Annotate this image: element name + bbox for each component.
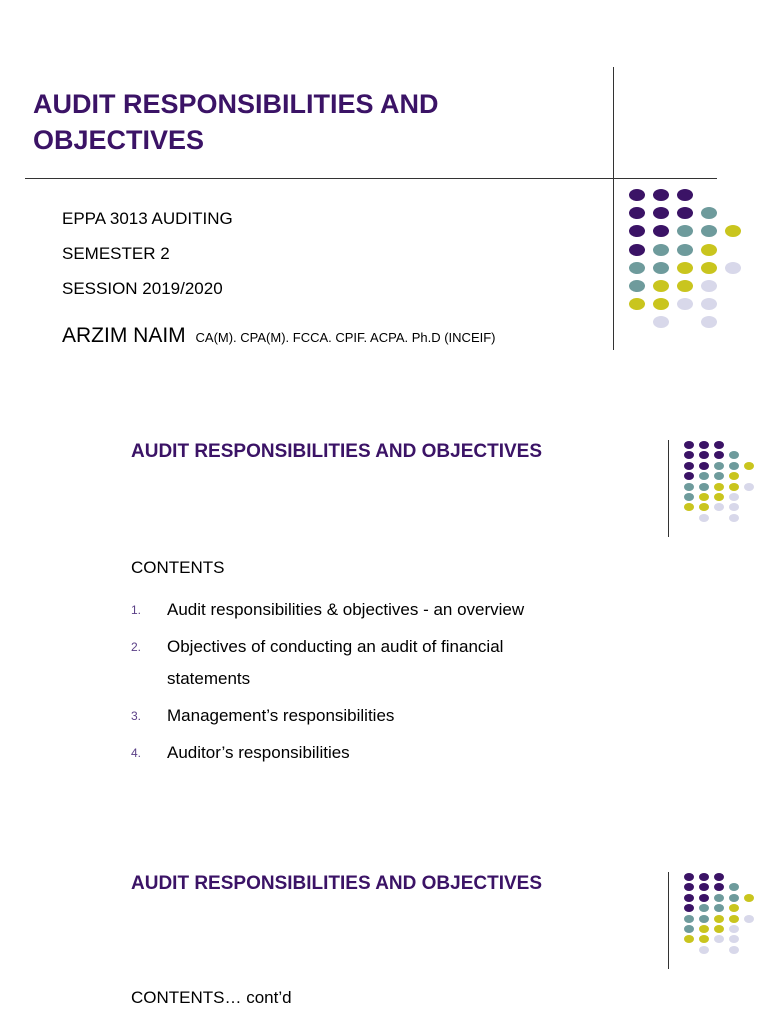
decorative-dot xyxy=(629,244,645,256)
decorative-dot xyxy=(684,472,694,480)
semester: SEMESTER 2 xyxy=(62,244,170,263)
decorative-dot xyxy=(629,225,645,237)
decorative-dot xyxy=(729,483,739,491)
decorative-dot xyxy=(701,262,717,274)
decorative-dot xyxy=(729,946,739,954)
decorative-dot xyxy=(699,472,709,480)
decorative-dot xyxy=(744,483,754,491)
decorative-dot xyxy=(699,493,709,501)
decorative-dot xyxy=(699,946,709,954)
decorative-dot xyxy=(677,207,693,219)
decorative-dot xyxy=(744,915,754,923)
decorative-dot xyxy=(714,883,724,891)
decorative-dot xyxy=(684,935,694,943)
decorative-dot xyxy=(714,894,724,902)
contents-continued-heading: CONTENTS… cont’d xyxy=(131,988,292,1007)
decorative-dot xyxy=(729,472,739,480)
decorative-dot xyxy=(684,904,694,912)
list-item xyxy=(131,737,591,769)
decorative-dot xyxy=(701,280,717,292)
list-item xyxy=(131,700,591,732)
decorative-dot xyxy=(684,493,694,501)
decorative-dot xyxy=(701,225,717,237)
decorative-dot xyxy=(729,925,739,933)
decorative-dot xyxy=(729,493,739,501)
decorative-dot xyxy=(699,514,709,522)
list-item xyxy=(131,594,591,626)
decorative-dot xyxy=(714,462,724,470)
decorative-dot xyxy=(677,225,693,237)
decorative-dot xyxy=(714,472,724,480)
decorative-dot xyxy=(677,244,693,256)
author xyxy=(62,323,496,351)
decorative-dot xyxy=(699,904,709,912)
decorative-dot xyxy=(653,280,669,292)
decorative-dot xyxy=(714,441,724,449)
decorative-dot xyxy=(653,207,669,219)
decorative-dot xyxy=(699,935,709,943)
decorative-dot xyxy=(684,873,694,881)
list-item-number: 3. xyxy=(131,709,142,723)
decorative-dot xyxy=(684,894,694,902)
decorative-dot xyxy=(699,462,709,470)
decorative-dot xyxy=(701,207,717,219)
list-item-number: 2. xyxy=(131,640,142,654)
decorative-dot xyxy=(629,207,645,219)
decorative-dot xyxy=(714,873,724,881)
decorative-dot xyxy=(699,883,709,891)
decorative-dot xyxy=(699,451,709,459)
decorative-dot xyxy=(677,262,693,274)
decorative-dot xyxy=(684,462,694,470)
decorative-dot xyxy=(744,894,754,902)
decorative-dot xyxy=(714,915,724,923)
decorative-dot xyxy=(714,503,724,511)
decorative-dot xyxy=(684,503,694,511)
decorative-dot xyxy=(729,451,739,459)
decorative-dot xyxy=(677,280,693,292)
author-credentials: CA(M). CPA(M). FCCA. CPIF. ACPA. Ph.D (INCEIF) xyxy=(195,330,496,345)
slide3-title: AUDIT RESPONSIBILITIES AND OBJECTIVES xyxy=(131,873,543,894)
decorative-dot xyxy=(699,483,709,491)
slide3-vertical-divider xyxy=(668,872,669,969)
list-item-text: Management’s responsibilities xyxy=(167,706,395,725)
decorative-dot xyxy=(699,915,709,923)
list-item-text: Auditor’s responsibilities xyxy=(167,743,350,762)
contents-heading: CONTENTS xyxy=(131,558,225,577)
decorative-dot xyxy=(653,316,669,328)
decorative-dot xyxy=(725,262,741,274)
decorative-dot xyxy=(725,225,741,237)
slide2-title: AUDIT RESPONSIBILITIES AND OBJECTIVES xyxy=(131,441,543,462)
decorative-dot xyxy=(653,225,669,237)
decorative-dot xyxy=(699,894,709,902)
decorative-dot xyxy=(629,189,645,201)
decorative-dot xyxy=(729,935,739,943)
decorative-dot xyxy=(729,462,739,470)
decorative-dot xyxy=(629,262,645,274)
decorative-dot xyxy=(684,915,694,923)
decorative-dot xyxy=(699,925,709,933)
contents-list xyxy=(131,594,591,774)
decorative-dot xyxy=(714,935,724,943)
decorative-dot xyxy=(729,514,739,522)
decorative-dot xyxy=(729,904,739,912)
list-item xyxy=(131,631,591,695)
slide1-horizontal-divider xyxy=(25,178,717,179)
decorative-dot xyxy=(653,298,669,310)
slide1-title: AUDIT RESPONSIBILITIES AND OBJECTIVES xyxy=(33,89,439,155)
decorative-dot xyxy=(653,262,669,274)
decorative-dot xyxy=(744,462,754,470)
session: SESSION 2019/2020 xyxy=(62,279,223,298)
course-code: EPPA 3013 AUDITING xyxy=(62,209,233,228)
decorative-dot xyxy=(701,244,717,256)
decorative-dot xyxy=(629,298,645,310)
decorative-dot xyxy=(714,904,724,912)
decorative-dot xyxy=(714,483,724,491)
decorative-dot xyxy=(684,441,694,449)
decorative-dot xyxy=(729,883,739,891)
list-item-text: Objectives of conducting an audit of financial statements xyxy=(167,637,504,688)
author-name: ARZIM NAIM xyxy=(62,324,186,347)
decorative-dot xyxy=(653,244,669,256)
decorative-dot xyxy=(699,873,709,881)
list-item-number: 1. xyxy=(131,603,142,617)
decorative-dot xyxy=(677,298,693,310)
decorative-dot xyxy=(714,451,724,459)
list-item-text: Audit responsibilities & objectives - an overview xyxy=(167,600,525,619)
decorative-dot xyxy=(684,451,694,459)
slide1-vertical-divider xyxy=(613,67,614,350)
list-item-number: 4. xyxy=(131,746,142,760)
decorative-dot xyxy=(701,298,717,310)
decorative-dot xyxy=(699,503,709,511)
slide2-vertical-divider xyxy=(668,440,669,537)
decorative-dot xyxy=(684,483,694,491)
decorative-dot xyxy=(684,883,694,891)
decorative-dot xyxy=(714,493,724,501)
decorative-dot xyxy=(699,441,709,449)
decorative-dot xyxy=(677,189,693,201)
decorative-dot xyxy=(653,189,669,201)
decorative-dot xyxy=(729,503,739,511)
decorative-dot xyxy=(629,280,645,292)
decorative-dot xyxy=(701,316,717,328)
decorative-dot xyxy=(729,894,739,902)
decorative-dot xyxy=(729,915,739,923)
decorative-dot xyxy=(684,925,694,933)
decorative-dot xyxy=(714,925,724,933)
